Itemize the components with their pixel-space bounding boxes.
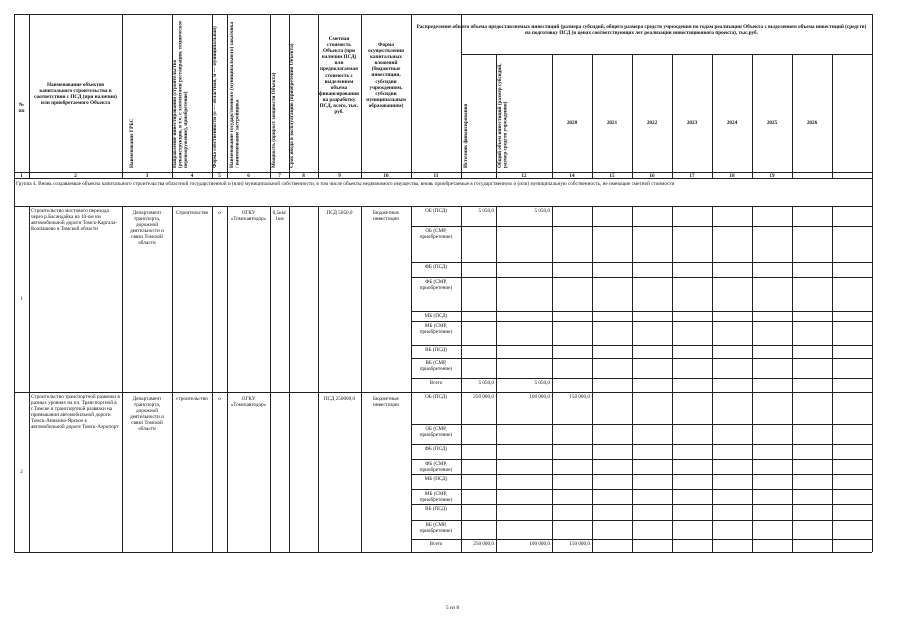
funding-source: МБ (ПСД): [424, 313, 448, 319]
body-column-rule: [172, 206, 173, 552]
body-column-rule: [712, 206, 713, 552]
header-direction: Направление инвестирования (строительство (реконструкция, в т.ч. с элементами реставрации, техническое перевооружение), приобретение): [172, 20, 190, 168]
body-column-rule: [318, 206, 319, 552]
column-number-14: 14: [569, 173, 575, 179]
source-row-rule: [411, 226, 872, 227]
body-column-rule: [270, 206, 271, 552]
header-column-rule: [752, 54, 753, 178]
document-page: [14, 14, 872, 552]
column-number-2: 2: [74, 173, 77, 179]
header-year-2020: 2020: [566, 120, 578, 126]
body-column-rule: [792, 206, 793, 552]
funding-source: ОБ (СМР, приобретение): [419, 228, 453, 241]
column-number-5: 5: [218, 173, 221, 179]
group-header-rule: [461, 54, 872, 55]
header-source: Источник финансирования: [463, 103, 469, 168]
row-number: 2: [20, 469, 23, 475]
header-year-2023: 2023: [686, 120, 698, 126]
source-row-rule: [411, 539, 872, 540]
body-column-rule: [752, 206, 753, 552]
funding-2020: 100 000,0: [529, 394, 550, 400]
funding-source: Всего: [429, 380, 443, 386]
column-number-7: 7: [278, 173, 281, 179]
investment-form: Бюджетные инвестиции: [372, 210, 400, 223]
table-side-border: [872, 14, 873, 552]
column-number-1: 1: [20, 173, 23, 179]
column-number-12: 12: [521, 173, 527, 179]
header-capacity: Мощность (прирост мощности Объекта): [271, 72, 277, 168]
header-distribution: Распределение общего объема предоставляемых инвестиций (размера субсидий, общего размера средств учреждения по годам реализации Объекта с выделением объема инвестиций (средств) на подготовку ПСД (в ценах соответствующих лет реализации инвестиционного проекта), тыс.руб.: [416, 24, 867, 37]
header-column-rule: [29, 14, 30, 178]
funding-2021: 150 000,0: [569, 541, 590, 547]
column-number-6: 6: [247, 173, 250, 179]
source-row-rule: [411, 424, 872, 425]
source-row-rule: [411, 345, 872, 346]
body-column-rule: [227, 206, 228, 552]
funding-2020: 100 000,0: [529, 541, 550, 547]
row-2-top-rule: [14, 392, 872, 393]
body-column-rule: [289, 206, 290, 552]
header-column-rule: [411, 14, 412, 178]
header-investment-form: Форма осуществления капитальных вложений (бюджетные инвестиции, субсидии учреждениям, субсидии муниципальным образованиям): [366, 42, 406, 109]
column-number-10: 10: [383, 173, 389, 179]
group-title: Группа 4. Вновь создаваемые объекты капитального строительства областной государственной и (или) муниципальной собственности, в том числе объекты недвижимого имущества, вновь приобретаемые в государственную и (или) муниципальную собственность, не имеющие сметной стоимости: [16, 181, 675, 187]
body-column-rule: [832, 206, 833, 552]
column-number-4: 4: [190, 173, 194, 179]
header-column-rule: [552, 54, 553, 178]
body-column-rule: [496, 206, 497, 552]
source-row-rule: [411, 321, 872, 322]
funding-2020: 5 050,0: [534, 208, 550, 214]
funding-source: ОБ (СМР, приобретение): [419, 426, 453, 439]
capacity-value: 0,5км/ 1км: [272, 210, 287, 223]
source-row-rule: [411, 378, 872, 379]
column-number-11: 11: [433, 173, 439, 179]
header-year-2026: 2026: [806, 120, 818, 126]
header-year-2025: 2025: [766, 120, 778, 126]
header-column-rule: [832, 54, 833, 178]
header-total: Общий объем инвестиций (размер субсидий, размер средств учреждения): [497, 63, 509, 168]
header-grbs: Наименование ГРБС: [129, 118, 135, 168]
funding-source: ВБ (СМР, приобретение): [419, 360, 453, 373]
investment-form: Бюджетные инвестиции: [372, 396, 400, 409]
body-column-rule: [672, 206, 673, 552]
header-column-rule: [461, 14, 462, 178]
funding-source: Всего: [429, 541, 443, 547]
header-object-name: Наименование объектов капитального строительства в соответствии с ПСД (при наличии) или приобретаемого Объекта: [34, 82, 117, 107]
body-column-rule: [632, 206, 633, 552]
page-number: 5 из 8: [445, 605, 460, 611]
funding-source: ФБ (СМР, приобретение): [419, 279, 453, 292]
funding-source: ОБ (ПСД): [425, 208, 447, 214]
header-column-rule: [712, 54, 713, 178]
funding-total: 5 050,0: [478, 380, 494, 386]
header-column-rule: [227, 14, 228, 178]
column-number-3: 3: [145, 173, 149, 179]
funding-source: ВБ (ПСД): [425, 347, 447, 353]
header-customer: Наименование государственного (муниципального) заказчика / наименование застройщика: [229, 21, 241, 168]
investment-direction: Строительство: [175, 210, 209, 216]
header-column-rule: [632, 54, 633, 178]
column-number-18: 18: [729, 173, 735, 179]
funding-total: 250 000,0: [473, 394, 494, 400]
header-number: № пп: [18, 102, 25, 115]
funding-total: 250 000,0: [473, 541, 494, 547]
estimated-cost: ПСД 250000,0: [323, 396, 356, 402]
funding-source: МБ (СМР, приобретение): [419, 491, 453, 504]
funding-source: ВБ (ПСД): [425, 506, 447, 512]
source-row-rule: [411, 311, 872, 312]
funding-source: ОБ (ПСД): [425, 394, 447, 400]
table-bottom-rule: [14, 552, 872, 553]
funding-2021: 150 000,0: [569, 394, 590, 400]
column-number-17: 17: [689, 173, 695, 179]
source-row-rule: [411, 504, 872, 505]
object-name: Строительство мостового перехода через р.Басандайка на 10-ом км автомобильной дороги Томск-Каргала-Колпашево в Томской области: [31, 208, 118, 233]
customer-name: ОГКУ «Томскавтодор»: [230, 210, 267, 223]
source-row-rule: [411, 358, 872, 359]
row-number: 1: [20, 296, 23, 302]
body-column-rule: [411, 206, 412, 552]
body-column-rule: [29, 206, 30, 552]
body-column-rule: [361, 206, 362, 552]
body-column-rule: [122, 206, 123, 552]
ownership-form: о: [218, 210, 221, 216]
investment-direction: строительство: [176, 396, 208, 402]
object-name: Строительство транспортной развязки в разных уровнях на пл. Транспортной в г.Томске и транспортной развязки на примыкании автомобильной дороги Томск-Аникино-Ярское к автомобильной дороге Томск-Аэропорт: [31, 394, 120, 431]
ownership-form: о: [218, 396, 221, 402]
funding-source: ФБ (СМР, приобретение): [419, 461, 453, 474]
header-column-rule: [792, 54, 793, 178]
body-column-rule: [212, 206, 213, 552]
header-year-2021: 2021: [606, 120, 618, 126]
table-top-border: [14, 14, 872, 15]
source-row-rule: [411, 489, 872, 490]
funding-source: МБ (СМР, приобретение): [419, 323, 453, 336]
header-year-2022: 2022: [646, 120, 658, 126]
grbs-name: Департамент транспорта, дорожной деятельности и связи Томской области: [130, 396, 164, 433]
funding-source: ВБ (СМР, приобретение): [419, 522, 453, 535]
source-row-rule: [411, 520, 872, 521]
header-column-rule: [672, 54, 673, 178]
header-cost: Сметная стоимость Объекта (при наличии ПСД) или предполагаемая стоимость с выделением объема финансирования на разработку ПСД, всего, тыс. руб.: [319, 36, 359, 116]
source-row-rule: [411, 444, 872, 445]
header-ownership: Форма собственности (о — областная, м — муниципальная): [212, 26, 218, 168]
source-row-rule: [411, 474, 872, 475]
funding-2020: 5 050,0: [534, 380, 550, 386]
header-term: Срок ввода в эксплуатацию (приобретения Объекта): [289, 43, 295, 168]
column-number-16: 16: [649, 173, 655, 179]
body-column-rule: [461, 206, 462, 552]
column-number-15: 15: [609, 173, 615, 179]
funding-source: МБ (ПСД): [424, 476, 448, 482]
body-column-rule: [552, 206, 553, 552]
row-1-top-rule: [14, 206, 872, 207]
column-number-8: 8: [302, 173, 305, 179]
estimated-cost: ПСД 5050,0: [326, 210, 353, 216]
grbs-name: Департамент транспорта, дорожной деятельности и связи Томской области: [130, 210, 164, 247]
header-column-rule: [361, 14, 362, 178]
body-column-rule: [592, 206, 593, 552]
source-row-rule: [411, 459, 872, 460]
funding-source: ФБ (ПСД): [424, 446, 448, 452]
header-column-rule: [592, 54, 593, 178]
funding-source: ФБ (ПСД): [424, 264, 448, 270]
column-number-19: 19: [769, 173, 775, 179]
column-number-9: 9: [338, 173, 341, 179]
header-year-2024: 2024: [726, 120, 738, 126]
header-column-rule: [122, 14, 123, 178]
customer-name: ОГКУ «Томскавтодор»: [230, 396, 267, 409]
source-row-rule: [411, 262, 872, 263]
source-row-rule: [411, 277, 872, 278]
funding-total: 5 050,0: [478, 208, 494, 214]
